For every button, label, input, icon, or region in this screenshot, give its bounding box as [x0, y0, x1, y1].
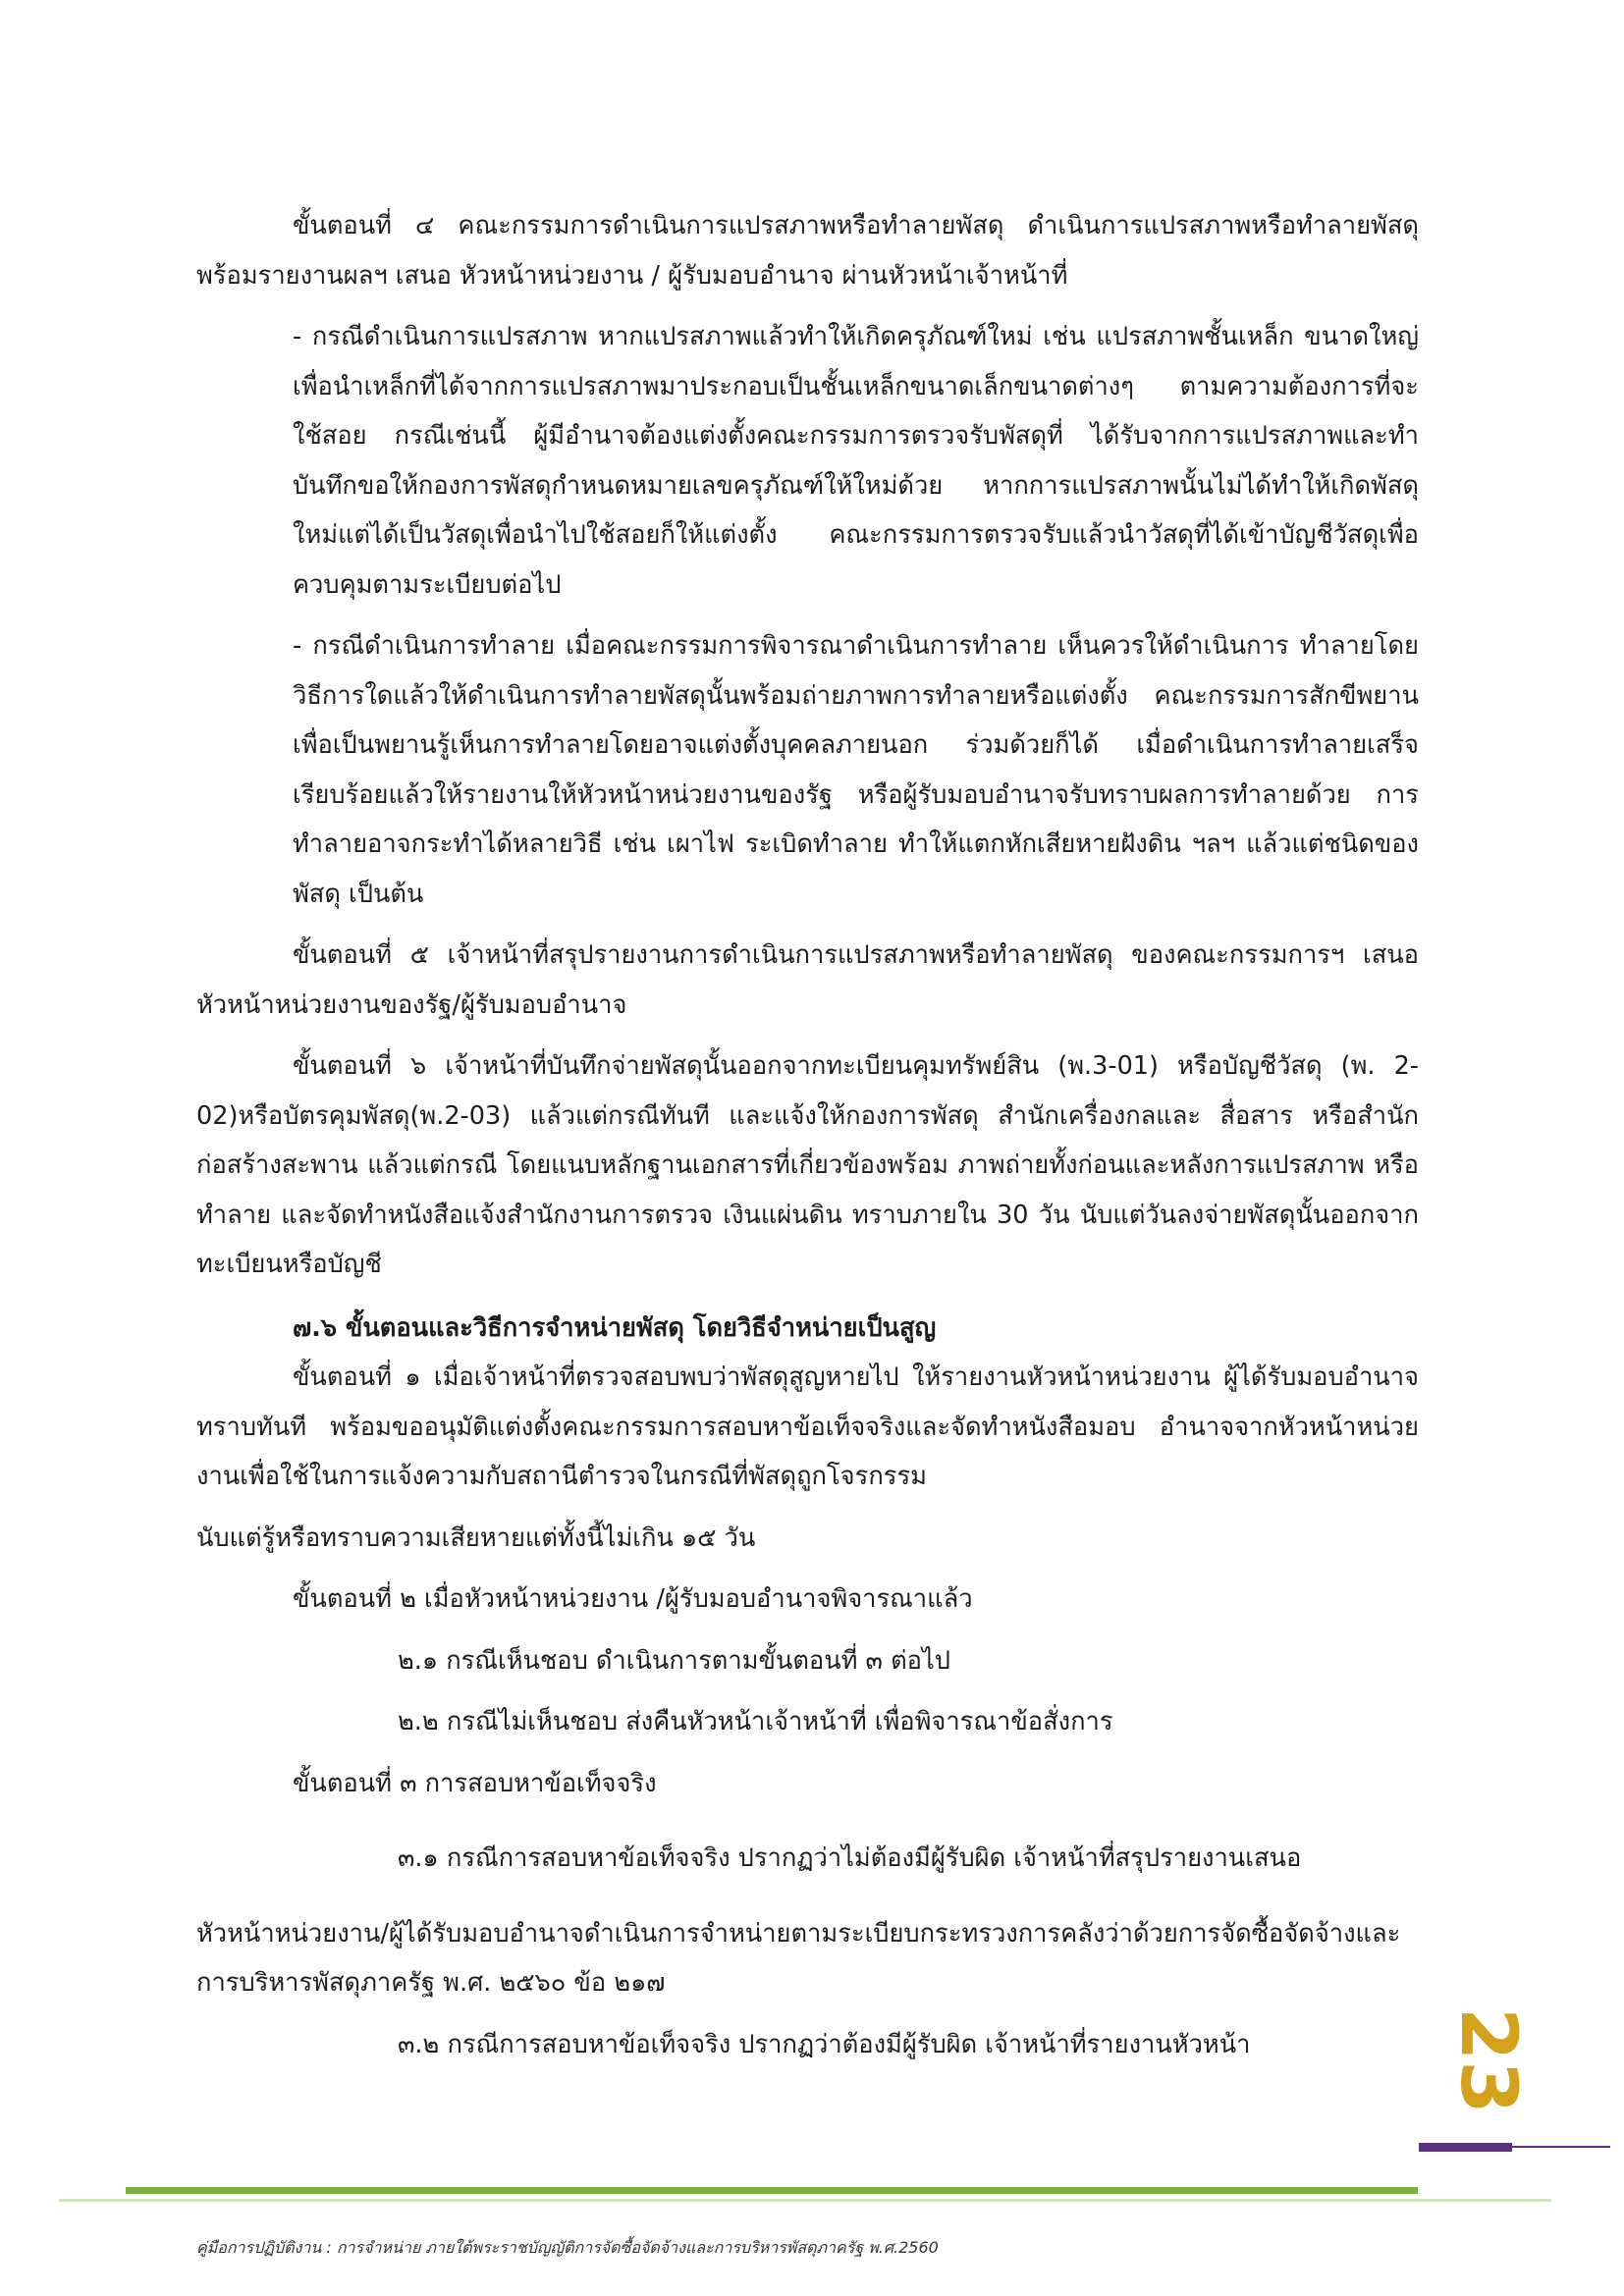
section-heading: ๗.๖ ขั้นตอนและวิธีการจำหน่ายพัสดุ โดยวิธีจำหน่ายเป็นสูญ — [293, 1312, 937, 1343]
paragraph-s1b: นับแต่รู้หรือทราบความเสียหายแต่ทั้งนี้ไม่เกิน ๑๕ วัน — [196, 1522, 756, 1553]
page-number-underline — [1419, 2143, 1512, 2152]
paragraph-case-convert: - กรณีดำเนินการแปรสภาพ หากแปรสภาพแล้วทำให้เกิดครุภัณฑ์ใหม่ เช่น แปรสภาพชั้นเหล็ก ขนาดใหญ่ เพื่อนำเหล็กที่ได้จากการแปรสภาพมาประกอบเป็นชั้นเหล็กขนาดเล็กขนาดต่างๆ ตามความต้องการที่จะใช้สอย กรณีเช่นนี้ ผู้มีอำนาจต้องแต่งตั้งคณะกรรมการตรวจรับพัสดุที่ ได้รับจากการแปรสภาพและทำบันทึกขอให้กองการพัสดุกำหนดหมายเลขครุภัณฑ์ให้ใหม่ด้วย หากการแปรสภาพนั้นไม่ได้ทำให้เกิดพัสดุใหม่แต่ได้เป็นวัสดุเพื่อนำไปใช้สอยก็ให้แต่งตั้ง คณะกรรมการตรวจรับแล้วนำวัสดุที่ได้เข้าบัญชีวัสดุเพื่อควบคุมตามระเบียบต่อไป — [293, 322, 1419, 600]
paragraph-s3-1: ๓.๑ กรณีการสอบหาข้อเท็จจริง ปรากฏว่าไม่ต้องมีผู้รับผิด เจ้าหน้าที่สรุปรายงานเสนอ — [398, 1843, 1302, 1873]
paragraph-s1: ขั้นตอนที่ ๑ เมื่อเจ้าหน้าที่ตรวจสอบพบว่าพัสดุสูญหายไป ให้รายงานหัวหน้าหน่วยงาน ผู้ได้รับมอบอำนาจทราบทันที พร้อมขออนุมัติแต่งตั้งคณะกรรมการสอบหาข้อเท็จจริงและจัดทำหนังสือมอบ อำนาจจากหัวหน้าหน่วยงานเพื่อใช้ในการแจ้งความกับสถานีตำรวจในกรณีที่พัสดุถูกโจรกรรม — [196, 1362, 1419, 1491]
paragraph-step4: ขั้นตอนที่ ๔ คณะกรรมการดำเนินการแปรสภาพหรือทำลายพัสดุ ดำเนินการแปรสภาพหรือทำลายพัสดุ พร้อมรายงานผลฯ เสนอ หัวหน้าหน่วยงาน / ผู้รับมอบอำนาจ ผ่านหัวหน้าเจ้าหน้าที่ — [196, 211, 1419, 291]
paragraph-case-destroy: - กรณีดำเนินการทำลาย เมื่อคณะกรรมการพิจารณาดำเนินการทำลาย เห็นควรให้ดำเนินการ ทำลายโดยวิธีการใดแล้วให้ดำเนินการทำลายพัสดุนั้นพร้อมถ่ายภาพการทำลายหรือแต่งตั้ง คณะกรรมการสักขีพยานเพื่อเป็นพยานรู้เห็นการทำลายโดยอาจแต่งตั้งบุคคลภายนอก ร่วมด้วยก็ได้ เมื่อดำเนินการทำลายเสร็จเรียบร้อยแล้วให้รายงานให้หัวหน้าหน่วยงานของรัฐ หรือผู้รับมอบอำนาจรับทราบผลการทำลายด้วย การทำลายอาจกระทำได้หลายวิธี เช่น เผาไฟ ระเบิดทำลาย ทำให้แตกหักเสียหายฝังดิน ฯลฯ แล้วแต่ชนิดของพัสดุ เป็นต้น — [293, 631, 1419, 909]
footer-text: คู่มือการปฏิบัติงาน : การจำหน่าย ภายใต้พระราชบัญญัติการจัดซื้อจัดจ้างและการบริหารพัสดุภาครัฐ พ.ศ.2560 — [196, 2238, 939, 2257]
document-body — [196, 201, 1419, 2069]
paragraph-s3: ขั้นตอนที่ ๓ การสอบหาข้อเท็จจริง — [293, 1768, 657, 1798]
paragraph-s3-1b: หัวหน้าหน่วยงาน/ผู้ได้รับมอบอำนาจดำเนินการจำหน่ายตามระเบียบกระทรวงการคลังว่าด้วยการจัดซื้อจัดจ้างและการบริหารพัสดุภาครัฐ พ.ศ. ๒๕๖๐ ข้อ ๒๑๗ — [196, 1918, 1401, 1998]
footer-divider-thin — [59, 2199, 1551, 2202]
paragraph-s2-2: ๒.๒ กรณีไม่เห็นชอบ ส่งคืนหัวหน้าเจ้าหน้าที่ เพื่อพิจารณาข้อสั่งการ — [398, 1707, 1113, 1736]
page-number-rule — [1512, 2146, 1610, 2148]
paragraph-s3-2: ๓.๒ กรณีการสอบหาข้อเท็จจริง ปรากฏว่าต้องมีผู้รับผิด เจ้าหน้าที่รายงานหัวหน้า — [398, 2029, 1251, 2059]
page-number: 23 — [1443, 2007, 1532, 2114]
paragraph-s2: ขั้นตอนที่ ๒ เมื่อหัวหน้าหน่วยงาน /ผู้รับมอบอำนาจพิจารณาแล้ว — [293, 1584, 973, 1614]
paragraph-s2-1: ๒.๑ กรณีเห็นชอบ ดำเนินการตามขั้นตอนที่ ๓ ต่อไป — [398, 1645, 950, 1676]
paragraph-step6: ขั้นตอนที่ ๖ เจ้าหน้าที่บันทึกจ่ายพัสดุนั้นออกจากทะเบียนคุมทรัพย์สิน (พ.3-01) หรือบัญชีวัสดุ (พ. 2-02)หรือบัตรคุมพัสดุ(พ.2-03) แล้วแต่กรณีทันที และแจ้งให้กองการพัสดุ สำนักเครื่องกลและ สื่อสาร หรือสำนักก่อสร้างสะพาน แล้วแต่กรณี โดยแนบหลักฐานเอกสารที่เกี่ยวข้องพร้อม ภาพถ่ายทั้งก่อนและหลังการแปรสภาพ หรือ ทำลาย และจัดทำหนังสือแจ้งสำนักงานการตรวจ เงินแผ่นดิน ทราบภายใน 30 วัน นับแต่วันลงจ่ายพัสดุนั้นออกจากทะเบียนหรือบัญชี — [196, 1051, 1419, 1279]
footer-divider — [126, 2187, 1418, 2194]
paragraph-step5: ขั้นตอนที่ ๕ เจ้าหน้าที่สรุปรายงานการดำเนินการแปรสภาพหรือทำลายพัสดุ ของคณะกรรมการฯ เสนอหัวหน้าหน่วยงานของรัฐ/ผู้รับมอบอำนาจ — [196, 940, 1419, 1020]
